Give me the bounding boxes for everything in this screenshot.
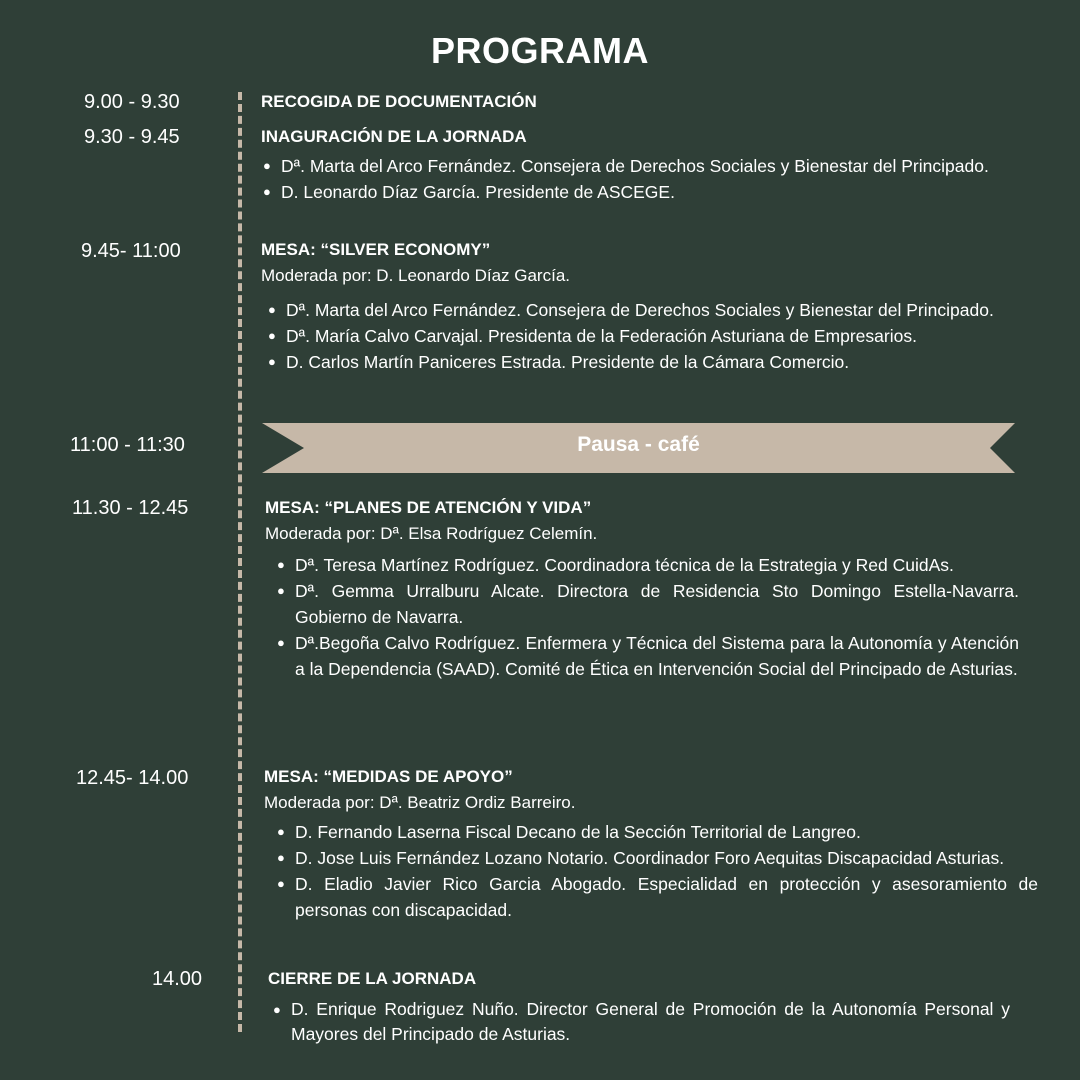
list-item xyxy=(261,153,1011,179)
session-6 xyxy=(268,968,1010,1047)
bullet-icon: ● xyxy=(268,328,276,343)
session-moderator: Moderada por: Dª. Elsa Rodríguez Celemín. xyxy=(265,524,598,543)
list-item-text: Dª. Teresa Martínez Rodríguez. Coordinadora técnica de la Estrategia y Red CuidAs. xyxy=(295,555,954,575)
session-time-6: 14.00 xyxy=(152,968,203,990)
list-item xyxy=(275,578,1019,630)
list-item-text: Dª. Gemma Urralburu Alcate. Directora de Residencia Sto Domingo Estella-Navarra. Gobierno de Navarra. xyxy=(295,581,1019,627)
session-time-0: 9.00 - 9.30 xyxy=(84,91,180,113)
session-heading: RECOGIDA DE DOCUMENTACIÓN xyxy=(261,92,537,111)
list-item xyxy=(261,179,1011,205)
list-item-text: Dª. Marta del Arco Fernández. Consejera de Derechos Sociales y Bienestar del Principado. xyxy=(281,156,989,176)
session-time-2: 9.45- 11:00 xyxy=(81,240,181,262)
list-item xyxy=(275,552,1019,578)
speaker-list xyxy=(266,297,1017,375)
list-item-text: Dª.Begoña Calvo Rodríguez. Enfermera y Técnica del Sistema para la Autonomía y Atención a la Dependencia (SAAD). Comité de Ética en Intervención Social del Principado de Asturias. xyxy=(295,633,1019,679)
list-item xyxy=(266,349,1017,375)
session-time-4: 11.30 - 12.45 xyxy=(72,497,189,519)
session-heading: CIERRE DE LA JORNADA xyxy=(268,969,477,988)
list-item-text: D. Leonardo Díaz García. Presidente de ASCEGE. xyxy=(281,182,675,202)
list-item-text: D. Jose Luis Fernández Lozano Notario. Coordinador Foro Aequitas Discapacidad Asturias. xyxy=(295,848,1005,868)
bullet-icon: ● xyxy=(277,557,285,572)
session-heading: MESA: “SILVER ECONOMY” xyxy=(261,240,491,259)
bullet-icon: ● xyxy=(268,354,276,369)
speaker-list xyxy=(275,819,1038,923)
speaker-list xyxy=(275,552,1019,682)
timeline-divider xyxy=(238,92,242,1032)
bullet-icon: ● xyxy=(277,635,285,650)
list-item xyxy=(275,871,1038,923)
bullet-icon: ● xyxy=(277,824,285,839)
session-2 xyxy=(261,239,1017,375)
list-item xyxy=(271,997,1010,1047)
bullet-icon: ● xyxy=(277,583,285,598)
list-item-text: Dª. Marta del Arco Fernández. Consejera de Derechos Sociales y Bienestar del Principado. xyxy=(286,300,994,320)
session-4 xyxy=(265,497,1019,682)
break-label: Pausa - café xyxy=(577,433,700,456)
session-time-1: 9.30 - 9.45 xyxy=(84,126,180,148)
bullet-icon: ● xyxy=(277,850,285,865)
bullet-icon: ● xyxy=(268,302,276,317)
coffee-break-banner xyxy=(262,423,1015,473)
list-item-text: D. Carlos Martín Paniceres Estrada. Presidente de la Cámara Comercio. xyxy=(286,352,850,372)
list-item xyxy=(266,297,1017,323)
list-item xyxy=(275,819,1038,845)
session-heading: INAGURACIÓN DE LA JORNADA xyxy=(261,127,527,146)
session-time-5: 12.45- 14.00 xyxy=(76,767,189,789)
speaker-list xyxy=(271,997,1010,1047)
page-title: PROGRAMA xyxy=(431,30,649,71)
list-item-text: Dª. María Calvo Carvajal. Presidenta de la Federación Asturiana de Empresarios. xyxy=(286,326,917,346)
bullet-icon: ● xyxy=(263,158,271,173)
speaker-list xyxy=(261,153,1011,205)
bullet-icon: ● xyxy=(263,184,271,199)
bullet-icon: ● xyxy=(273,1002,281,1017)
session-1 xyxy=(261,126,1011,205)
list-item xyxy=(275,630,1019,682)
list-item xyxy=(266,323,1017,349)
session-5 xyxy=(264,766,1038,923)
list-item xyxy=(275,845,1038,871)
list-item-text: D. Fernando Laserna Fiscal Decano de la Sección Territorial de Langreo. xyxy=(295,822,861,842)
session-heading: MESA: “PLANES DE ATENCIÓN Y VIDA” xyxy=(265,498,592,517)
session-time-3: 11:00 - 11:30 xyxy=(70,434,185,456)
session-0 xyxy=(261,91,1021,113)
session-heading: MESA: “MEDIDAS DE APOYO” xyxy=(264,767,513,786)
session-moderator: Moderada por: Dª. Beatriz Ordiz Barreiro. xyxy=(264,793,576,812)
bullet-icon: ● xyxy=(277,876,285,891)
list-item-text: D. Eladio Javier Rico Garcia Abogado. Especialidad en protección y asesoramiento de personas con discapacidad. xyxy=(295,874,1038,920)
session-moderator: Moderada por: D. Leonardo Díaz García. xyxy=(261,266,570,285)
list-item-text: D. Enrique Rodriguez Nuño. Director General de Promoción de la Autonomía Personal y Mayores del Principado de Asturias. xyxy=(291,999,1010,1044)
